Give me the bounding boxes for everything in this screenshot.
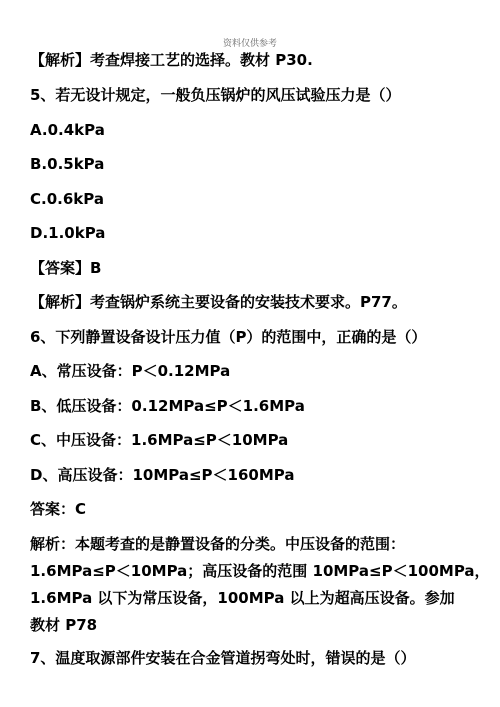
question-7: 7、温度取源部件安装在合金管道拐弯处时，错误的是（） — [30, 649, 416, 667]
analysis-welding: 【解析】考查焊接工艺的选择。教材 P30. — [30, 51, 313, 69]
q6-analysis-line-3: 1.6MPa 以下为常压设备，100MPa 以上为超高压设备。参加 — [30, 589, 455, 607]
q5-option-b: B.0.5kPa — [30, 155, 105, 173]
q6-option-a: A、常压设备：P＜0.12MPa — [30, 362, 231, 380]
q6-option-c: C、中压设备：1.6MPa≤P＜10MPa — [30, 431, 289, 449]
q6-analysis-line-1: 解析：本题考查的是静置设备的分类。中压设备的范围： — [30, 535, 406, 553]
question-6: 6、下列静置设备设计压力值（P）的范围中，正确的是（） — [30, 328, 427, 346]
q5-option-a: A.0.4kPa — [30, 121, 105, 139]
q5-analysis: 【解析】考查锅炉系统主要设备的安装技术要求。P77。 — [30, 293, 407, 311]
q6-option-d: D、高压设备：10MPa≤P＜160MPa — [30, 466, 295, 484]
q6-analysis-line-4: 教材 P78 — [30, 616, 98, 634]
q5-option-c: C.0.6kPa — [30, 190, 104, 208]
q6-option-b: B、低压设备：0.12MPa≤P＜1.6MPa — [30, 397, 305, 415]
question-5: 5、若无设计规定，一般负压锅炉的风压试验压力是（） — [30, 86, 401, 104]
header-note: 资料仅供参考 — [222, 39, 277, 49]
q5-option-d: D.1.0kPa — [30, 224, 106, 242]
q5-answer: 【答案】B — [30, 259, 102, 277]
q6-answer: 答案：C — [30, 500, 87, 518]
q6-analysis-line-2: 1.6MPa≤P＜10MPa；高压设备的范围 10MPa≤P＜100MPa， — [30, 562, 490, 580]
